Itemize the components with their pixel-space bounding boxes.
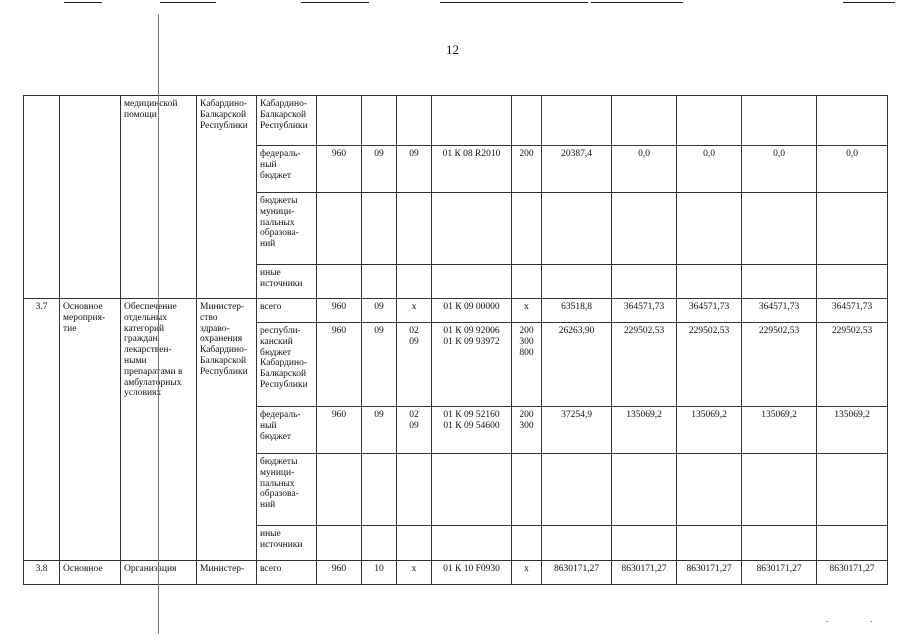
cell-value: 229502,53 (817, 323, 888, 407)
cell-value: 0,0 (677, 146, 742, 193)
cell-value (817, 526, 888, 561)
cell-value: 26263,90 (542, 323, 612, 407)
cell-csr (432, 265, 512, 299)
cell-grbs (317, 265, 362, 299)
cell-rz: 09 (362, 146, 397, 193)
cell-grbs (317, 526, 362, 561)
cell-value: 229502,53 (742, 323, 817, 407)
cell-vr (512, 96, 542, 146)
cell-csr: 01 К 09 52160 01 К 09 54600 (432, 407, 512, 454)
cell-name (60, 96, 121, 299)
scan-line (160, 2, 216, 3)
cell-vr (512, 454, 542, 526)
cell-value: 8630171,27 (742, 561, 817, 585)
cell-pr (397, 96, 432, 146)
cell-value: 364571,73 (612, 299, 677, 323)
cell-rz (362, 96, 397, 146)
cell-vr: 200 (512, 146, 542, 193)
cell-number: 3.8 (24, 561, 60, 585)
cell-value: 8630171,27 (542, 561, 612, 585)
cell-source: федераль- ный бюджет (257, 146, 317, 193)
cell-executor: Министер- (197, 561, 257, 585)
cell-value: 364571,73 (742, 299, 817, 323)
cell-value (817, 193, 888, 265)
cell-name: Основное (60, 561, 121, 585)
cell-value: 135069,2 (677, 407, 742, 454)
cell-value (677, 193, 742, 265)
cell-value: 364571,73 (817, 299, 888, 323)
cell-grbs (317, 454, 362, 526)
cell-value: 0,0 (612, 146, 677, 193)
cell-source: федераль- ный бюджет (257, 407, 317, 454)
cell-rz: 09 (362, 407, 397, 454)
cell-source: всего (257, 561, 317, 585)
cell-value (542, 526, 612, 561)
cell-csr (432, 526, 512, 561)
cell-source: бюджеты муници- пальных образова- ний (257, 193, 317, 265)
cell-value: 364571,73 (677, 299, 742, 323)
cell-csr (432, 454, 512, 526)
budget-table (23, 95, 888, 585)
cell-value (612, 454, 677, 526)
cell-source: всего (257, 299, 317, 323)
cell-goal: медицинской помощи (121, 96, 197, 299)
cell-value: 20387,4 (542, 146, 612, 193)
cell-value (612, 96, 677, 146)
cell-value: 8630171,27 (817, 561, 888, 585)
cell-value (742, 96, 817, 146)
table-row (24, 299, 888, 323)
cell-value (742, 526, 817, 561)
cell-pr (397, 526, 432, 561)
cell-csr: 01 К 10 F0930 (432, 561, 512, 585)
cell-value (542, 265, 612, 299)
scan-mark: . (826, 614, 829, 624)
cell-value (817, 96, 888, 146)
cell-rz (362, 265, 397, 299)
cell-executor: Министер- ство здраво- охранения Кабардино- Балкарской Республики (197, 299, 257, 561)
cell-vr: х (512, 299, 542, 323)
scan-line (64, 2, 102, 3)
scan-fold-line (158, 14, 159, 634)
cell-pr: х (397, 299, 432, 323)
cell-grbs: 960 (317, 407, 362, 454)
cell-csr (432, 193, 512, 265)
cell-source: республи- канский бюджет Кабардино- Балкарской Республики (257, 323, 317, 407)
cell-source: бюджеты муници- пальных образова- ний (257, 454, 317, 526)
cell-value (742, 265, 817, 299)
cell-name: Основное мероприя- тие (60, 299, 121, 561)
cell-pr: 02 09 (397, 407, 432, 454)
cell-value (542, 193, 612, 265)
cell-grbs: 960 (317, 323, 362, 407)
cell-vr (512, 193, 542, 265)
scan-line (440, 2, 588, 3)
page-number: 12 (446, 42, 459, 57)
cell-grbs: 960 (317, 146, 362, 193)
cell-value (612, 193, 677, 265)
cell-pr: х (397, 561, 432, 585)
cell-value (612, 526, 677, 561)
cell-value: 135069,2 (612, 407, 677, 454)
cell-value (817, 265, 888, 299)
scan-mark: . (870, 614, 873, 624)
cell-source: Кабардино- Балкарской Республики (257, 96, 317, 146)
cell-value (677, 526, 742, 561)
scan-line (591, 2, 683, 3)
table-row (24, 561, 888, 585)
cell-value: 229502,53 (612, 323, 677, 407)
cell-value: 63518,8 (542, 299, 612, 323)
cell-value: 135069,2 (742, 407, 817, 454)
cell-value (542, 454, 612, 526)
cell-number (24, 96, 60, 299)
cell-csr: 01 К 08 R2010 (432, 146, 512, 193)
cell-rz (362, 193, 397, 265)
cell-value: 0,0 (817, 146, 888, 193)
cell-grbs: 960 (317, 561, 362, 585)
cell-value (612, 265, 677, 299)
cell-pr: 09 (397, 146, 432, 193)
cell-value (742, 193, 817, 265)
cell-pr (397, 454, 432, 526)
cell-vr: 200 300 (512, 407, 542, 454)
cell-executor: Кабардино- Балкарской Республики (197, 96, 257, 299)
scan-line (301, 2, 369, 3)
cell-csr: 01 К 09 92006 01 К 09 93972 (432, 323, 512, 407)
cell-rz (362, 526, 397, 561)
cell-rz: 09 (362, 299, 397, 323)
cell-grbs: 960 (317, 299, 362, 323)
cell-csr (432, 96, 512, 146)
cell-number: 3.7 (24, 299, 60, 561)
cell-value: 8630171,27 (612, 561, 677, 585)
cell-vr (512, 265, 542, 299)
cell-value: 135069,2 (817, 407, 888, 454)
cell-value (677, 265, 742, 299)
cell-source: иные источники (257, 265, 317, 299)
cell-value (677, 454, 742, 526)
cell-value (817, 454, 888, 526)
cell-value (542, 96, 612, 146)
cell-value: 37254,9 (542, 407, 612, 454)
cell-pr (397, 193, 432, 265)
cell-goal: Организация (121, 561, 197, 585)
cell-value (742, 454, 817, 526)
cell-pr: 02 09 (397, 323, 432, 407)
cell-vr: 200 300 800 (512, 323, 542, 407)
cell-goal: Обеспечение отдельных категорий граждан лекарствен- ными препаратами в амбулаторных условиях (121, 299, 197, 561)
cell-vr: х (512, 561, 542, 585)
cell-pr (397, 265, 432, 299)
cell-grbs (317, 193, 362, 265)
cell-csr: 01 К 09 00000 (432, 299, 512, 323)
cell-rz: 10 (362, 561, 397, 585)
cell-rz (362, 454, 397, 526)
cell-value (677, 96, 742, 146)
cell-value: 8630171,27 (677, 561, 742, 585)
cell-vr (512, 526, 542, 561)
cell-value: 229502,53 (677, 323, 742, 407)
scan-line (843, 2, 895, 3)
cell-source: иные источники (257, 526, 317, 561)
cell-rz: 09 (362, 323, 397, 407)
cell-value: 0,0 (742, 146, 817, 193)
cell-grbs (317, 96, 362, 146)
table-row (24, 96, 888, 146)
